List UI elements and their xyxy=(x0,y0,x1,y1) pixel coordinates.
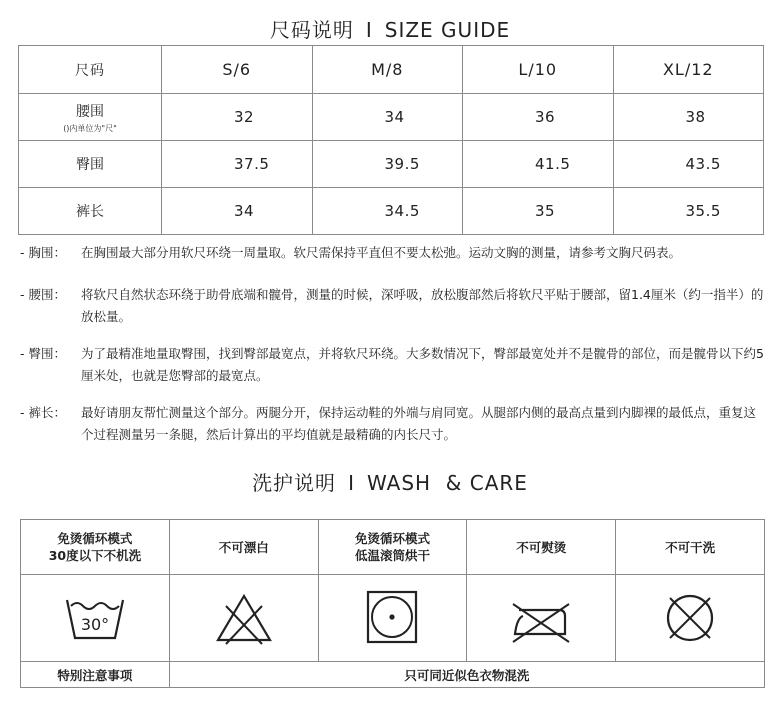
description-chest xyxy=(20,242,765,264)
care-label-cell xyxy=(616,520,765,575)
table-cell: 39.5 xyxy=(312,141,463,188)
table-cell: 34 xyxy=(162,188,313,235)
care-icon-cell xyxy=(169,575,318,662)
size-table xyxy=(18,45,764,235)
table-cell: 34 xyxy=(312,94,463,141)
care-label-line2: 30度以下不机洗 xyxy=(48,548,142,563)
table-cell: 41.5 xyxy=(463,141,614,188)
table-row-waist xyxy=(19,94,764,141)
care-note-label: 特别注意事项 xyxy=(21,662,170,688)
wash-30-icon xyxy=(63,590,127,646)
care-icon-cell xyxy=(467,575,616,662)
care-icon-cell xyxy=(21,575,170,662)
size-guide-title-cn: 尺码说明 xyxy=(269,18,354,42)
table-cell: 36 xyxy=(463,94,614,141)
care-note-row xyxy=(21,662,765,688)
care-icon-row xyxy=(21,575,765,662)
size-header-l: L/10 xyxy=(463,46,614,94)
care-label-cell xyxy=(467,520,616,575)
row-label-length: 裤长 xyxy=(19,188,162,235)
description-waist xyxy=(20,284,765,328)
size-table-header xyxy=(19,46,764,94)
care-label-line1: 不可熨烫 xyxy=(516,539,567,555)
care-label-line1: 不可漂白 xyxy=(218,539,269,555)
description-label: - 腰围： xyxy=(20,287,66,302)
description-label: - 裤长： xyxy=(20,405,66,420)
waist-label: 腰围 xyxy=(76,103,104,120)
table-row-hip xyxy=(19,141,764,188)
wash-care-title xyxy=(0,467,780,496)
title-divider: I xyxy=(365,18,373,42)
size-header-m: M/8 xyxy=(312,46,463,94)
care-label-line2: 低温滚筒烘干 xyxy=(354,548,430,563)
description-text: 最好请朋友帮忙测量这个部分。两腿分开，保持运动鞋的外端与肩同宽。从腿部内侧的最高点量到内脚裸的最低点，重复这个过程测量另一条腿，然后计算出的平均值就是最精确的内长尺寸。 xyxy=(81,405,757,442)
wash-temp-label: 30° xyxy=(80,615,110,634)
table-cell: 35 xyxy=(463,188,614,235)
description-label: - 胸围： xyxy=(20,245,66,260)
title-divider: I xyxy=(348,471,355,495)
no-bleach-icon xyxy=(212,590,276,646)
size-header-s: S/6 xyxy=(162,46,313,94)
wash-care-table xyxy=(20,519,765,688)
description-hip xyxy=(20,343,765,387)
size-header-xl: XL/12 xyxy=(613,46,764,94)
care-note-text: 只可同近似色衣物混洗 xyxy=(169,662,764,688)
table-cell: 34.5 xyxy=(312,188,463,235)
care-icon-cell xyxy=(616,575,765,662)
table-cell: 35.5 xyxy=(613,188,764,235)
description-label: - 臀围： xyxy=(20,346,66,361)
care-label-line1: 免烫循环模式 xyxy=(354,531,430,546)
table-cell: 37.5 xyxy=(162,141,313,188)
care-label-cell xyxy=(318,520,467,575)
row-label-waist xyxy=(19,94,162,141)
size-guide-title-en: SIZE GUIDE xyxy=(384,18,511,42)
table-cell: 43.5 xyxy=(613,141,764,188)
description-text: 为了最精准地量取臀围，找到臀部最宽点，并将软尺环绕。大多数情况下，臀部最宽处并不是髋骨的部位，而是髋骨以下约5厘米处，也就是您臀部的最宽点。 xyxy=(81,346,764,383)
wash-care-title-en: WASH & CARE xyxy=(366,471,528,495)
table-cell: 38 xyxy=(613,94,764,141)
table-cell: 32 xyxy=(162,94,313,141)
table-row-length xyxy=(19,188,764,235)
no-iron-icon xyxy=(509,590,573,646)
unit-note: ()内单位为"尺" xyxy=(63,123,117,133)
row-label-hip: 臀围 xyxy=(19,141,162,188)
care-label-cell xyxy=(169,520,318,575)
care-icon-cell xyxy=(318,575,467,662)
tumble-dry-low-icon xyxy=(360,590,424,646)
care-label-row xyxy=(21,520,765,575)
care-label-line1: 不可干洗 xyxy=(665,539,716,555)
wash-care-title-cn: 洗护说明 xyxy=(252,471,337,495)
description-text: 将软尺自然状态环绕于助骨底端和髋骨，测量的时候，深呼吸，放松腹部然后将软尺平贴于腰部，留1.4厘米（约一指半）的放松量。 xyxy=(81,287,764,324)
size-guide-title xyxy=(0,14,780,43)
care-label-cell xyxy=(21,520,170,575)
no-dry-clean-icon xyxy=(658,590,722,646)
description-length xyxy=(20,402,765,446)
description-text: 在胸围最大部分用软尺环绕一周量取。软尺需保持平直但不要太松弛。运动文胸的测量，请参考文胸尺码表。 xyxy=(81,245,682,260)
size-header-label: 尺码 xyxy=(19,46,162,94)
care-label-line1: 免烫循环模式 xyxy=(57,531,133,546)
